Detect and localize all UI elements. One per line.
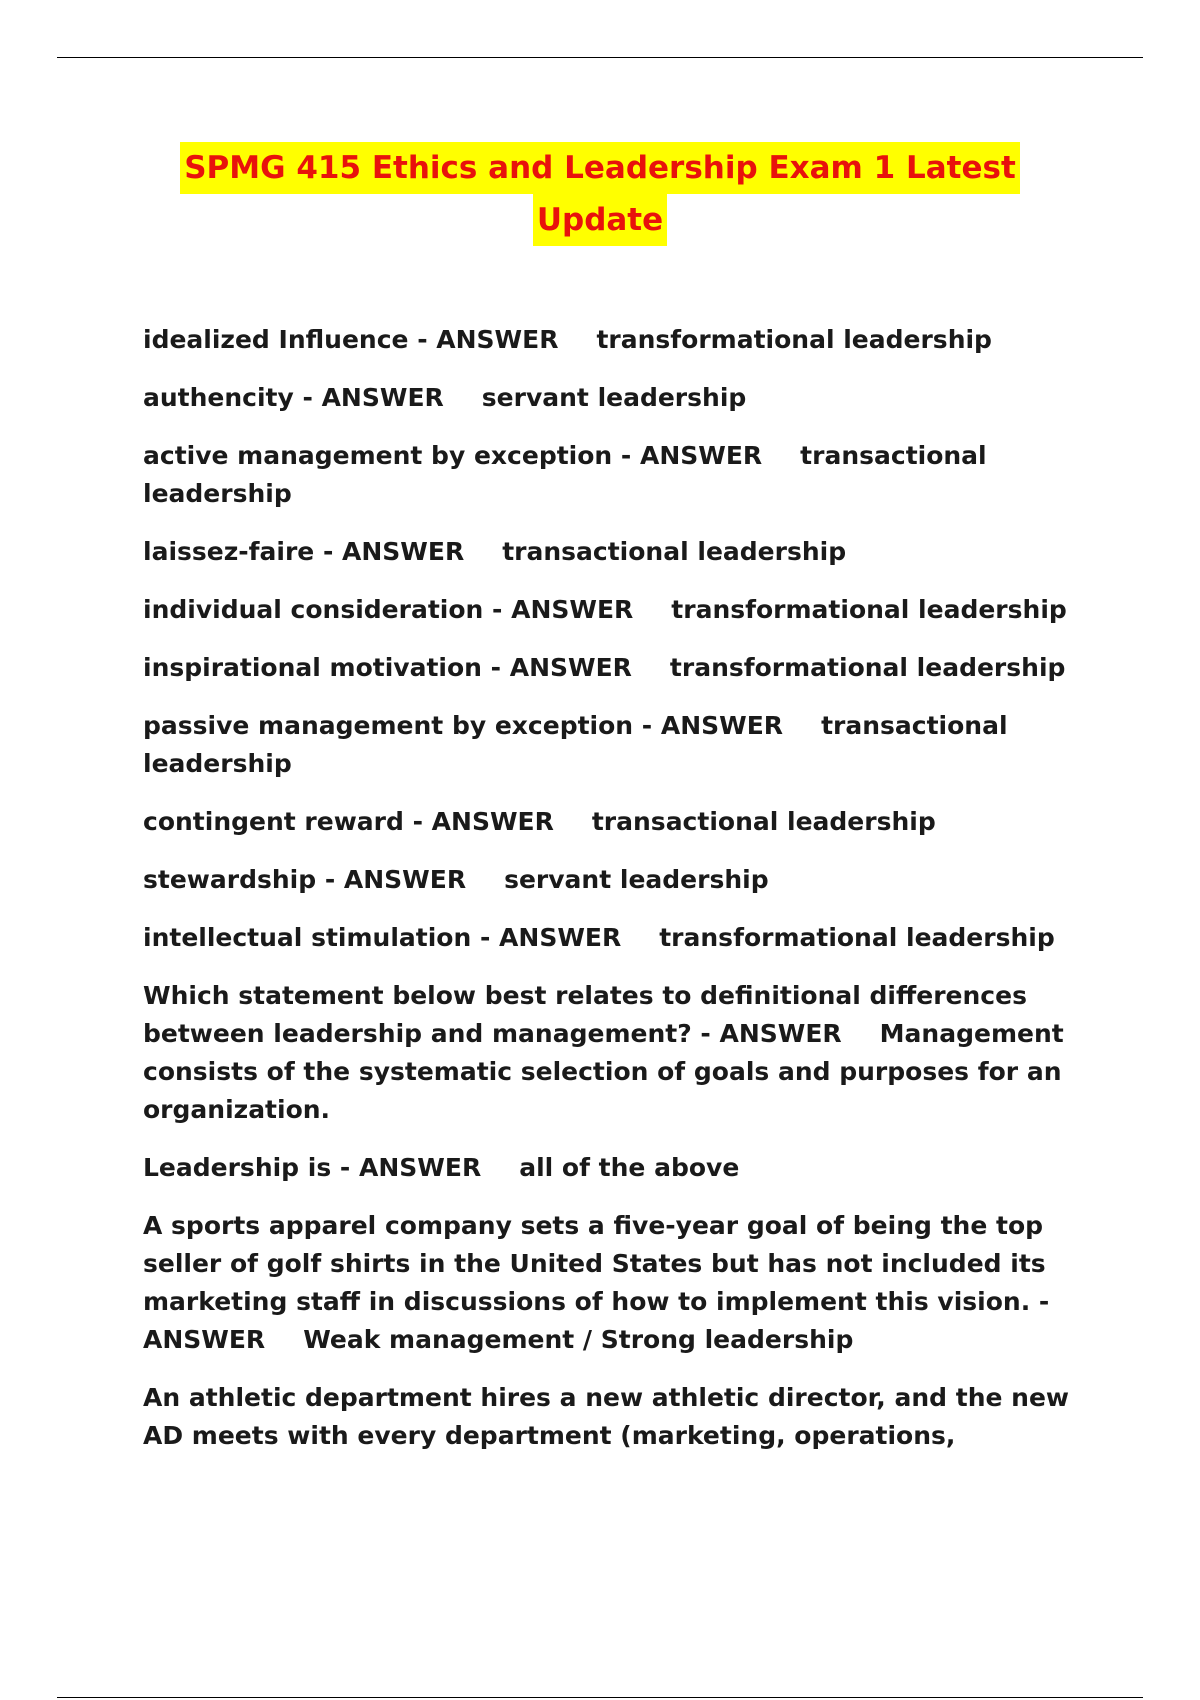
qa-term: stewardship - ANSWER	[143, 865, 467, 894]
qa-answer: transformational leadership	[669, 653, 1066, 682]
qa-answer: transformational leadership	[659, 923, 1055, 952]
qa-entry	[143, 437, 1103, 513]
document-title	[0, 142, 1200, 246]
qa-term: active management by exception - ANSWER	[143, 441, 763, 470]
qa-term: passive management by exception - ANSWER	[143, 711, 784, 740]
qa-entry	[143, 1379, 1103, 1455]
qa-term: intellectual stimulation - ANSWER	[143, 923, 622, 952]
qa-answer: transactional leadership	[143, 441, 987, 508]
qa-answer: transactional leadership	[143, 711, 1008, 778]
qa-answer: servant leadership	[504, 865, 769, 894]
qa-term: authencity - ANSWER	[143, 383, 444, 412]
qa-list	[143, 321, 1103, 1475]
qa-term: Leadership is - ANSWER	[143, 1153, 482, 1182]
title-line-2: Update	[533, 194, 667, 246]
qa-answer: servant leadership	[481, 383, 747, 412]
qa-entry	[143, 977, 1103, 1129]
qa-term: individual consideration - ANSWER	[143, 595, 634, 624]
qa-entry	[143, 1149, 1103, 1187]
qa-answer: Management consists of the systematic selection of goals and purposes for an organization.	[143, 1019, 1064, 1124]
qa-entry	[143, 919, 1103, 957]
qa-answer: transactional leadership	[591, 807, 936, 836]
qa-term: A sports apparel company sets a five-year goal of being the top seller of golf shirts in the United States but has not included its marketing staff in discussions of how to implement this vision. - ANSWER	[143, 1211, 1050, 1354]
qa-entry	[143, 591, 1103, 629]
qa-term: Which statement below best relates to definitional differences between leadership and management? - ANSWER	[143, 981, 1027, 1048]
qa-term: laissez-faire - ANSWER	[143, 537, 465, 566]
qa-entry	[143, 649, 1103, 687]
qa-entry	[143, 1207, 1103, 1359]
qa-answer: transformational leadership	[671, 595, 1067, 624]
qa-answer: Weak management / Strong leadership	[303, 1325, 854, 1354]
qa-entry	[143, 803, 1103, 841]
qa-term: idealized Influence - ANSWER	[143, 325, 559, 354]
bottom-rule	[57, 1697, 1143, 1698]
qa-entry	[143, 379, 1103, 417]
qa-answer: transformational leadership	[596, 325, 992, 354]
qa-entry	[143, 861, 1103, 899]
qa-answer: transactional leadership	[502, 537, 847, 566]
title-line-1: SPMG 415 Ethics and Leadership Exam 1 Latest	[180, 142, 1020, 194]
qa-answer: all of the above	[519, 1153, 740, 1182]
qa-entry	[143, 707, 1103, 783]
qa-entry	[143, 321, 1103, 359]
qa-term: An athletic department hires a new athletic director, and the new AD meets with every department (marketing, operations,	[143, 1383, 1070, 1450]
top-rule	[57, 57, 1143, 58]
qa-term: inspirational motivation - ANSWER	[143, 653, 632, 682]
qa-entry	[143, 533, 1103, 571]
qa-term: contingent reward - ANSWER	[143, 807, 554, 836]
